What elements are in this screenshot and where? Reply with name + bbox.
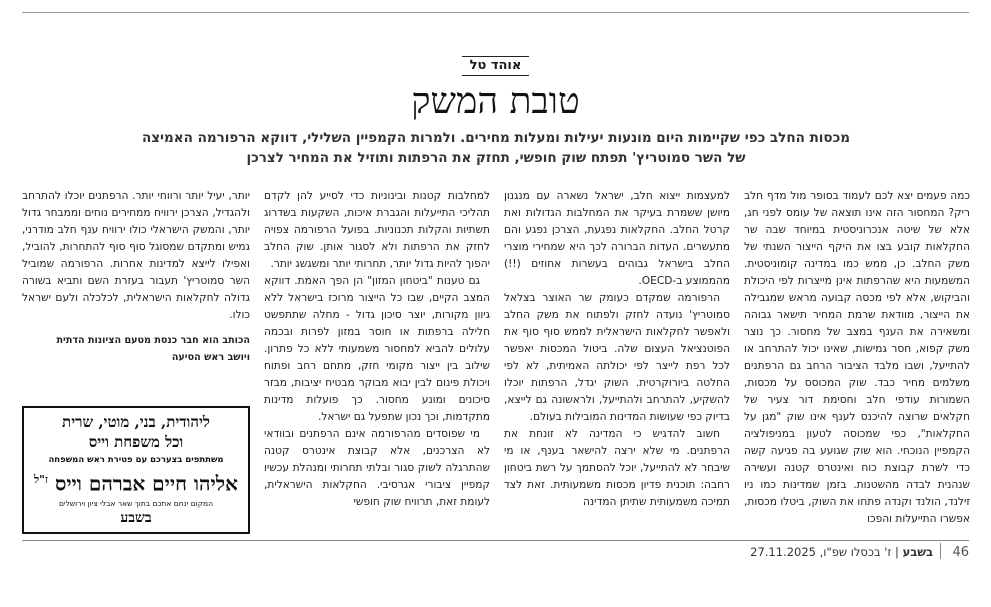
- ad-deceased-name: אליהו חיים אברהם וייס: [54, 471, 238, 496]
- author-note-line: הכותב הוא חבר כנסת מטעם הציונות הדתית: [56, 335, 250, 346]
- article-column-1: [744, 188, 970, 538]
- paragraph: מי שפוסדים מהרפורמה אינם הרפתנים ובוודאי לא הצרכנים, אלא קבוצת אינטרס קטנה שהתרגלה לשוק סגור ובלתי תחרותי ומנהלת עכשיו קמפיין ציבורי אגרסיבי. החקלאות הישראלית, לעומת זאת, תרוויח שוק חופשי: [264, 428, 490, 508]
- footer-date: 27.11.2025: [750, 545, 816, 559]
- footer-hebrew-date: ז' בכסלו שפ"ו,: [819, 545, 892, 559]
- article-column-4: [22, 188, 250, 538]
- column-4-body: [22, 188, 250, 320]
- paragraph: למחלבות קטנות ובינוניות כדי לסייע להן לקדם תהליכי התייעלות והגברת איכות, השקעות בשדרוג תשתיות והקלות תכנוניות. בפועל הרפורמה צפויה לחזק את הרפתות ולא לסגור אותן. שוק החלב יהפוך להיות גדול יותר, תחרותי יותר ומשגשג יותר.: [264, 190, 490, 270]
- author-note-line: ויושב ראש הסיעה: [171, 352, 250, 363]
- article-subtitle: מכסות החלב כפי שקיימות היום מונעות יעילות ומעלות מחירים. ולמרות הקמפיין השלילי, דווקא הרפורמה האמיצה של השר סמוטריץ' תפתח שוק חופשי, תחזק את הרפתות ותוזיל את המחיר לצרכן: [141, 130, 851, 166]
- footer-divider: [940, 543, 941, 559]
- article-column-2: [504, 188, 730, 538]
- top-rule: [22, 12, 969, 13]
- ad-publication-logo: בשבע: [120, 509, 152, 526]
- ad-deceased-name-line: [30, 468, 242, 496]
- page-footer: [0, 540, 991, 564]
- paragraph: כמה פעמים יצא לכם לעמוד בסופר מול מדף חלב ריק? המחסור הזה אינו תוצאה של עומס לפני חג, אלא של שיטה אנכרוניסטית במיוחד שבה שר החקלאות קובע בצו את היקף הייצור השנתי של משק החלב. כן, ממש כמו במדינה קומוניסטית. המשמעות היא שהרפתות אינן מייצרות לפי היכולת והביקוש, אלא לפי מכסה קבועה מראש שמגבילה את הייצור, מוודאת שרמת המחיר תישאר גבוהה ומשאירה את הענף במצב של מחסור. כך נוצר משק קפוא, חסר גמישות, שאינו יכול להתרחב או להתייעל, ושבו מלבד הציבור הרחב גם הרפתנים משלמים מחיר כבד. שוק המכוסס על מכסות, השמורות עודפי חלב וחסימת דור צעיר של חקלאים שרוצה להיכנס לענף אינו שוק "מגן על החקלאות", כפי שמכוסה לטעון במניפולציה הקמפיין הנוכחי. הוא שוק שגועע בה פגיעה קשה כדי לשרת קבוצת כוח ואינטרס קטנה ועשירה שנהנית לבדה מהשטנות. בזמן שמדינות כמו ניו זילנד, הולנד וקנדה פתחו את השוק, ביטלו מכסות, אפשרו התייעלות והפכו: [744, 190, 970, 525]
- ad-line: וכל משפחת וייס: [88, 433, 184, 451]
- paragraph: למעצמות ייצוא חלב, ישראל נשארה עם מנגנון מיושן ששמרת בעיקר את המחלבות הגדולות ואת קרטל החלב. החקלאות נפגעת, הצרכן נפגע והם מתעשרים. העדות הברורה לכך היא שמחירי מוצרי החלב בישראל גבוהים בעשרות אחוזים (!!) מהממוצע ב-OECD.: [504, 190, 730, 287]
- footer-publication: בשבע: [902, 545, 933, 559]
- paragraph: גם טענות "ביטחון המזון" הן הפך האמת. דווקא המצב הקיים, שבו כל הייצור מרוכז בישראל ללא גיוון מקורות, יוצר סיכון גדול - מחלה שתתפשט חלילה ברפתות או חוסר במזון לפרות ובכמה עלולים להביא למחסור משמעותי ללא כל פתרון. שילוב בין ייצור מקומי חזק, מתחם רחב ופתוח ויכולת פינום לבין יבוא מבוקר מבטיח יציבות, מבזר סיכונים ומונע מחסור. כך פועלות מדינות מתקדמות, וכך נכון שתפעל גם ישראל.: [264, 275, 490, 423]
- article-column-3: [264, 188, 490, 538]
- paragraph: חשוב להדגיש כי המדינה לא זונחת את הרפתנים. מי שלא ירצה להישאר בענף, או מי שיבחר לא להתייעל, יוכל להסתמך על רשת ביטחון רחבה: תוכנית פדיון מכסות משמעותית. זאת לצד תמיכה משמעותית שתיתן המדינה: [504, 428, 730, 508]
- page-number: 46: [952, 545, 969, 560]
- author-byline-wrap: [0, 54, 991, 76]
- footer-rule: [22, 540, 969, 541]
- ad-line: המקום ינחם אתכם בתוך שאר אבלי ציון וירושלים: [58, 498, 214, 508]
- ad-line: ליהודית, בני, מוטי, שרית: [62, 413, 210, 431]
- paragraph: הרפורמה שמקדם כעומק שר האוצר בצלאל סמוטריץ' נועדה לחזק ולפתוח את משק החלב ולאפשר לחקלאות הישראלית לממש סוף סוף את הפוטנציאל העצום שלה. ביטול המכסות יאפשר לכל רפת לייצר לפי יכולתה האמיתית, לא לפי החלטה ביורוקרטית. השוק יגדל, הרפתות יוכלו להשקיע, להתרחב ולהתייעל, ולראשונה גם לייצא, בדיוק כפי שעושות המדינות המובילות בעולם.: [504, 292, 730, 423]
- paragraph: יותר, יעיל יותר ורווחי יותר. הרפתנים יוכלו להתרחב ולהגדיל, הצרכן ירוויח ממחירים נוחים וממבחר גדול יותר, והמשק הישראלי כולו ירוויח ענף חלב מודרני, גמיש ומתקדם שמסוגל סוף סוף להתחרות, להוביל, ואפילו לייצא למדינות אחרות. הרפורמה שמוביל השר סמוטריץ' תעבור בעזרת השם ותביא בשורה גדולה לחקלאות הישראלית, לכלכלה ולעם ישראל כולו.: [22, 190, 250, 320]
- article-columns: [22, 188, 970, 538]
- ad-deceased-suffix: ז"ל: [34, 473, 48, 486]
- condolence-ad: [22, 406, 250, 534]
- ad-line: משתתפים בצערכם עם פטירת ראש המשפחה: [48, 455, 224, 465]
- author-note: [22, 332, 250, 366]
- footer-line: בשבע | ז' בכסלו שפ"ו, 27.11.2025: [750, 545, 933, 559]
- author-byline: אוהד טל: [462, 56, 530, 76]
- article-title: טובת המשק: [411, 81, 580, 122]
